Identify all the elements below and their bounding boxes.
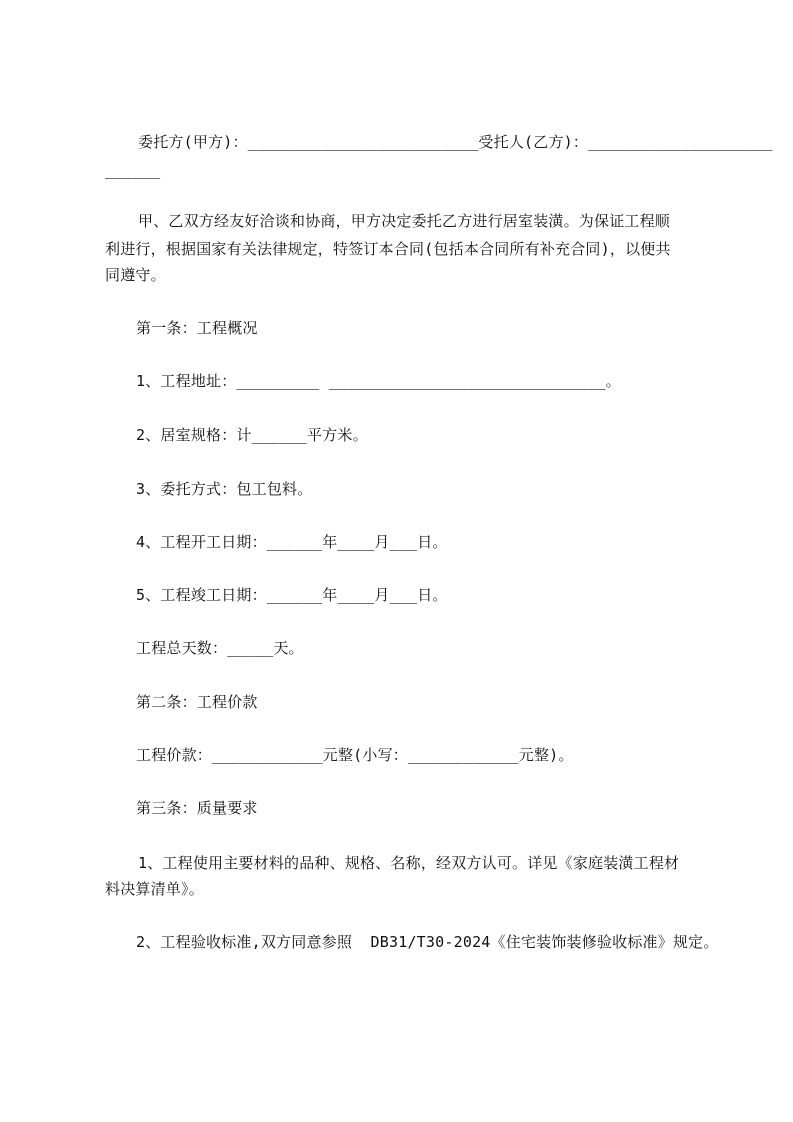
total-days: 工程总天数：_____天。 — [136, 639, 304, 657]
article-3-heading: 第三条：质量要求 — [136, 799, 258, 817]
intro-paragraph-line-3: 同遵守。 — [105, 266, 166, 284]
quality-clause-1-line-1: 1、工程使用主要材料的品种、规格、名称，经双方认可。详见《家庭装潢工程材 — [138, 854, 680, 872]
item-room-size: 2、居室规格：计______平方米。 — [136, 426, 368, 444]
item-project-address: 1、工程地址：_________ ______________________________。 — [136, 372, 621, 390]
item-completion-date: 5、工程竣工日期：______年____月___日。 — [136, 586, 448, 604]
quality-clause-2: 2、工程验收标准,双方同意参照 DB31/T30-2024《住宅装饰装修验收标准》规定。 — [136, 933, 719, 951]
article-1-heading: 第一条：工程概况 — [136, 319, 258, 337]
quality-clause-1-line-2: 料决算清单》。 — [105, 880, 204, 898]
project-price: 工程价款：____________元整(小写：____________元整)。 — [136, 746, 574, 764]
intro-paragraph-line-1: 甲、乙双方经友好洽谈和协商，甲方决定委托乙方进行居室装潢。为保证工程顺 — [138, 212, 671, 230]
parties-line-continued: ______ — [105, 161, 161, 179]
article-2-heading: 第二条：工程价款 — [136, 693, 258, 711]
item-commission-method: 3、委托方式：包工包料。 — [136, 480, 313, 498]
parties-line: 委托方(甲方)：_________________________受托人(乙方)：____________________ — [138, 133, 773, 151]
intro-paragraph-line-2: 利进行，根据国家有关法律规定，特签订本合同(包括本合同所有补充合同)，以便共 — [105, 240, 671, 258]
item-start-date: 4、工程开工日期：______年____月___日。 — [136, 533, 448, 551]
